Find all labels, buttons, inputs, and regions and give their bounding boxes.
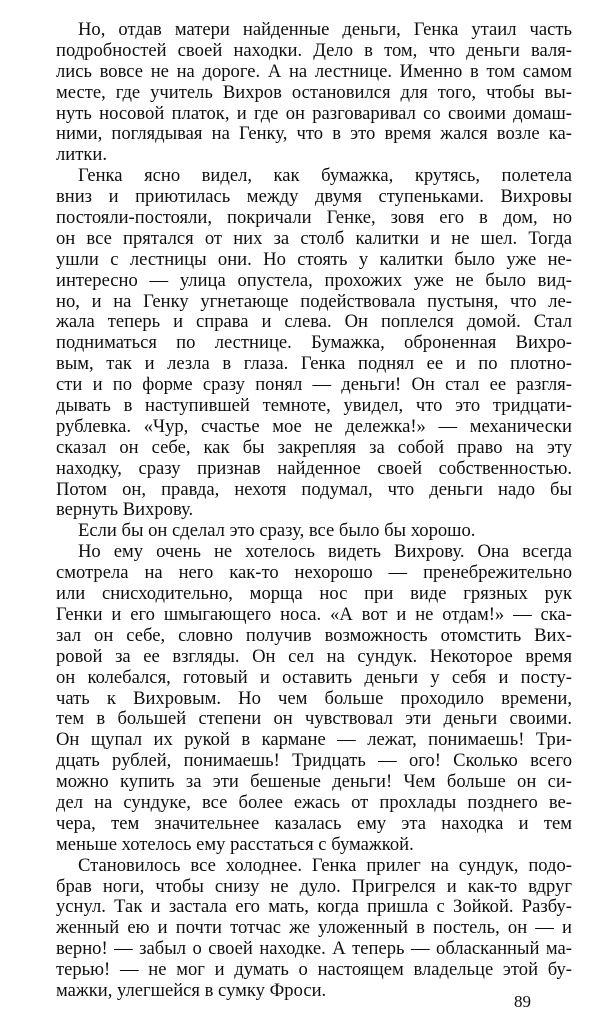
text-line: подробностей своей находки. Дело в том, что деньги валя- [56,39,572,61]
text-line: подниматься по лестнице. Бумажка, оброненная Вихро- [56,332,572,354]
page-number: 89 [514,992,531,1011]
paragraph [56,521,572,542]
text-line: смотрела на него как-то нехорошо — пренебрежительно [56,562,572,584]
text-line: Но ему очень не хотелось видеть Вихрову. Она всегда [78,541,572,563]
text-line: чера, тем значительнее казалась ему эта находка и тем [56,812,572,834]
text-line: сказал он себе, как бы закрепляя за собой право на эту [56,436,572,458]
text-line: терью! — не мог и думать о настоящем владельце этой бу- [56,959,572,981]
text-line: зал он себе, словно получив возможность отомстить Вих- [56,624,572,646]
text-line: вым, так и лезла в глаза. Генка поднял ее и по плотно- [56,353,572,375]
text-line: Он щупал их рукой в кармане — лежат, понимаешь! Три- [56,729,572,751]
text-line: дцать рублей, понимаешь! Тридцать — ого! Сколько всего [56,750,572,772]
text-line: меньше хотелось ему расстаться с бумажкой. [56,833,414,855]
text-line: но, и на Генку угнетающе подействовала пустыня, что ле- [56,290,572,312]
text-line: сти и по форме сразу понял — деньги! Он стал ее разгля- [56,374,572,396]
text-line: уснул. Так и застала его мать, когда пришла с Зойкой. Разбу- [56,896,572,918]
text-line: вернуть Вихрову. [56,499,194,521]
paragraph [56,542,572,855]
text-line: Если бы он сделал это сразу, все было бы хорошо. [78,520,476,542]
text-line: или снисходительно, морща нос при виде грязных рук [56,583,572,605]
text-line: он все прятался от них за столб калитки и не шел. Тогда [56,227,572,249]
text-line: Потом он, правда, нехотя подумал, что деньги надо бы [56,478,572,500]
body-text [56,20,572,1002]
text-line: вниз и приютилась между двумя ступеньками. Вихровы [56,186,572,208]
text-line: чать к Вихровым. Но чем больше проходило времени, [56,687,572,709]
paragraph [56,20,572,166]
text-line: ушли с лестницы они. Но стоять у калитки было уже не- [56,248,572,270]
text-line: ними, поглядывая на Генку, что в это время жался возле ка- [56,123,572,145]
text-line: тем в большей степени он чувствовал эти деньги своими. [56,708,572,730]
text-line: Генки и его шмыгающего носа. «А вот и не отдам!» — ска- [56,603,572,625]
text-line: Становилось все холоднее. Генка прилег на сундук, подо- [78,854,572,876]
text-line: литки. [56,144,107,166]
text-line: лись вовсе не на дороге. А на лестнице. Именно в том самом [56,60,572,82]
text-line: женный ею и почти тотчас же уложенный в постель, он — и [56,917,572,939]
text-line: жала теперь и справа и слева. Он поплелся домой. Стал [56,311,572,333]
text-line: брав ноги, чтобы снизу не дуло. Пригрелся и как-то вдруг [56,875,572,897]
text-line: можно купить за эти бешеные деньги! Чем больше он си- [56,771,572,793]
text-line: верно! — забыл о своей находке. А теперь — обласканный ма- [56,938,572,960]
text-line: месте, где учитель Вихров остановился для того, чтобы вы- [56,81,572,103]
text-line: мажки, улегшейся в сумку Фроси. [56,979,327,1001]
text-line: нуть носовой платок, и где он разговаривал со своими домаш- [56,102,572,124]
paragraph [56,166,572,521]
text-line: Но, отдав матери найденные деньги, Генка утаил часть [78,19,572,40]
text-line: он колебался, готовый и оставить деньги у себя и посту- [56,666,572,688]
text-line: находку, сразу признав найденное своей собственностью. [56,457,572,479]
text-line: постояли-постояли, покричали Генке, зовя его в дом, но [56,207,572,229]
text-line: ровой за ее взгляды. Он сел на сундук. Некоторое время [56,645,572,667]
text-line: дывать в наступившей темноте, увидел, что это тридцати- [56,395,572,417]
text-line: интересно — улица опустела, прохожих уже не было вид- [56,269,572,291]
text-line: дел на сундуке, все более ежась от прохлады позднего ве- [56,791,572,813]
text-line: Генка ясно видел, как бумажка, крутясь, полетела [78,165,572,187]
paragraph [56,856,572,1002]
text-line: рублевка. «Чур, счастье мое не дележка!» — механически [56,415,572,437]
